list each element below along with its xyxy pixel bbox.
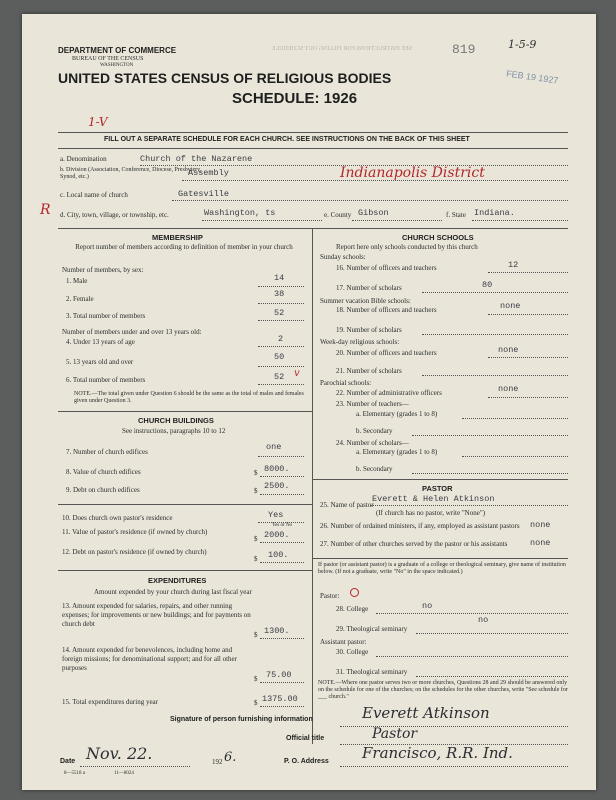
header-rule-bottom <box>58 148 568 149</box>
q29-label: 29. Theological seminary <box>336 625 408 633</box>
q14-dollar: $ <box>254 675 258 683</box>
official-title-label: Official title <box>286 735 325 742</box>
local-name-value: Gatesville <box>178 189 230 199</box>
q23b-line <box>412 435 568 436</box>
denomination-label: a. Denomination <box>60 155 107 163</box>
q31-label: 31. Theological seminary <box>336 668 408 676</box>
city-town-line <box>202 220 322 221</box>
q25-line <box>370 505 568 506</box>
q6-check-mark: v <box>294 368 300 379</box>
q23b-label: b. Secondary <box>356 427 393 435</box>
po-address-label: P. O. Address <box>284 758 329 765</box>
q15-label: 15. Total expenditures during year <box>62 698 158 706</box>
po-address-line <box>340 766 568 767</box>
q21-line <box>422 375 568 376</box>
membership-note: NOTE.—The total given under Question 6 should be the same as the total of males and females given under Question 3. <box>74 391 304 404</box>
year-prefix: 192 <box>212 758 223 766</box>
q1-label: 1. Male <box>66 277 88 285</box>
schedule-number: 819 <box>452 42 476 57</box>
form-subtitle: SCHEDULE: 1926 <box>232 90 358 107</box>
denomination-value: Church of the Nazarene <box>140 154 253 164</box>
q25-value: Everett & Helen Atkinson <box>372 494 495 504</box>
q2-value: 38 <box>274 289 285 299</box>
q19-line <box>422 334 568 335</box>
q9-dollar: $ <box>254 487 258 495</box>
date-label: Date <box>60 758 76 765</box>
membership-subtitle: Report number of members according to definition of member in your church <box>75 243 293 251</box>
q18-line <box>488 314 568 315</box>
q23-label: 23. Number of teachers— <box>336 400 409 408</box>
county-line <box>352 220 442 221</box>
body-top-rule <box>58 228 568 229</box>
buildings-subtitle: See instructions, paragraphs 10 to 12 <box>122 427 226 435</box>
q28-line <box>376 613 568 614</box>
pastor-note: NOTE.—Where one pastor serves two or more churches, Questions 28 and 29 should be answered only on the schedule for one of the churches; on the schedules for the other churches, write "See schedule for ___ church." <box>318 680 568 700</box>
q14-value: 75.00 <box>266 670 292 680</box>
q18-value: none <box>500 301 521 311</box>
local-name-line <box>172 200 568 201</box>
header-rule-top <box>58 132 568 133</box>
q1-value: 14 <box>274 273 285 283</box>
weekday-label: Week-day religious schools: <box>320 338 400 346</box>
county-value: Gibson <box>358 208 389 218</box>
q24b-label: b. Secondary <box>356 465 393 473</box>
q3-label: 3. Total number of members <box>66 312 146 320</box>
q3-line <box>258 320 304 321</box>
buildings-mid-rule <box>58 504 312 505</box>
q1-line <box>258 286 304 287</box>
q24b-line <box>412 473 568 474</box>
official-title-value: Pastor <box>372 726 418 742</box>
year-value: 6. <box>224 750 237 765</box>
q5-line <box>258 366 304 367</box>
city-label: WASHINGTON <box>100 63 134 68</box>
q7-label: 7. Number of church edifices <box>66 448 148 456</box>
sunday-label: Sunday schools: <box>320 253 366 261</box>
q13-label: 13. Amount expended for salaries, repairs, and other running expenses; for improvements or new buildings; and for payments on church debt <box>62 602 251 628</box>
by-sex-label: Number of members, by sex: <box>62 266 144 274</box>
q9-line <box>260 494 304 495</box>
yes-no-hint: Yes or No <box>272 523 293 528</box>
q6-value: 52 <box>274 372 285 382</box>
q12-line <box>260 562 304 563</box>
q25-label: 25. Name of pastor <box>320 501 374 509</box>
q11-label: 11. Value of pastor's residence (if owned by church) <box>62 528 208 536</box>
q9-value: 2500. <box>264 481 290 491</box>
q7-value: one <box>266 442 282 452</box>
census-form-sheet <box>22 14 596 790</box>
date-line <box>80 766 190 767</box>
q17-label: 17. Number of scholars <box>336 284 402 292</box>
expenditures-title: EXPENDITURES <box>148 576 207 585</box>
q2-line <box>258 303 304 304</box>
q18-label: 18. Number of officers and teachers <box>336 306 437 314</box>
q9-label: 9. Debt on church edifices <box>66 486 140 494</box>
buildings-rule <box>58 570 312 571</box>
red-circle-mark <box>350 588 359 597</box>
corner-date: 1-5-9 <box>508 38 537 51</box>
q8-label: 8. Value of church edifices <box>66 468 141 476</box>
q13-dollar: $ <box>254 631 258 639</box>
state-line <box>472 220 568 221</box>
q15-line <box>260 706 304 707</box>
q22-value: none <box>498 384 519 394</box>
buildings-title: CHURCH BUILDINGS <box>138 416 214 425</box>
q12-label: 12. Debt on pastor's residence (if owned by church) <box>62 548 207 556</box>
q16-line <box>488 272 568 273</box>
q22-label: 22. Number of administrative officers <box>336 389 442 397</box>
q2-label: 2. Female <box>66 295 94 303</box>
q7-line <box>258 456 304 457</box>
q4-label: 4. Under 13 years of age <box>66 338 135 346</box>
q10-value: Yes <box>268 510 284 520</box>
membership-title: MEMBERSHIP <box>152 233 203 242</box>
q16-value: 12 <box>508 260 519 270</box>
q20-line <box>488 357 568 358</box>
signature-label: Signature of person furnishing information <box>170 716 313 723</box>
state-label: f. State <box>446 211 466 219</box>
q15-value: 1375.00 <box>262 694 298 704</box>
q21-label: 21. Number of scholars <box>336 367 402 375</box>
county-label: e. County <box>324 211 352 219</box>
local-name-label: c. Local name of church <box>60 191 128 199</box>
q22-line <box>488 397 568 398</box>
schools-subtitle: Report here only schools conducted by this church <box>336 243 478 251</box>
q28-label: 28. College <box>336 605 369 613</box>
q12-dollar: $ <box>254 555 258 563</box>
q17-line <box>422 292 568 293</box>
q11-line <box>260 542 304 543</box>
q11-dollar: $ <box>254 535 258 543</box>
q24a-label: a. Elementary (grades 1 to 8) <box>356 448 438 456</box>
q4-line <box>258 346 304 347</box>
q24-label: 24. Number of scholars— <box>336 439 409 447</box>
date-value: Nov. 22. <box>86 744 153 763</box>
print-number: 11—8024 <box>114 771 134 776</box>
schools-title: CHURCH SCHOOLS <box>402 233 474 242</box>
q3-value: 52 <box>274 308 285 318</box>
q8-value: 8000. <box>264 464 290 474</box>
q28-value: no <box>422 601 433 611</box>
q23a-line <box>462 418 568 419</box>
q26-label: 26. Number of ordained ministers, if any, employed as assistant pastors <box>320 522 520 530</box>
city-town-label: d. City, town, village, or township, etc. <box>60 211 169 219</box>
q14-label: 14. Amount expended for benevolences, including home and foreign missions; for denominational support; and for all other purposes <box>62 646 237 672</box>
q14-line <box>260 682 304 683</box>
q10-label: 10. Does church own pastor's residence <box>62 514 173 522</box>
q26-value: none <box>530 520 551 530</box>
q12-value: 100. <box>268 550 289 560</box>
parochial-label: Parochial schools: <box>320 379 372 387</box>
q6-label: 6. Total number of members <box>66 376 146 384</box>
q23a-label: a. Elementary (grades 1 to 8) <box>356 410 438 418</box>
dept-label: DEPARTMENT OF COMMERCE <box>58 46 177 55</box>
q13-line <box>260 638 304 639</box>
q27-value: none <box>530 538 551 548</box>
schools-rule <box>312 479 568 480</box>
q5-value: 50 <box>274 352 285 362</box>
top-left-mark: 1-V <box>88 115 108 129</box>
age-heading: Number of members under and over 13 years old: <box>62 328 202 336</box>
city-town-value: Washington, ts <box>204 208 276 218</box>
column-divider <box>312 228 313 744</box>
pastor-sub-label: Pastor: <box>320 592 340 600</box>
city-mark: R <box>40 202 51 218</box>
assistant-sub-label: Assistant pastor: <box>320 638 367 646</box>
reversed-bleed-text: SEE INSTRUCTIONS FOR FILLING OUT SCHEDULE <box>272 46 413 52</box>
expenditures-subtitle: Amount expended by your church during last fiscal year <box>94 588 252 596</box>
q5-label: 5. 13 years old and over <box>66 358 134 366</box>
po-address-value: Francisco, R.R. Ind. <box>362 744 513 762</box>
membership-rule <box>58 411 312 412</box>
received-stamp: FEB 19 1927 <box>505 68 559 86</box>
form-title: UNITED STATES CENSUS OF RELIGIOUS BODIES <box>58 70 392 86</box>
q4-value: 2 <box>278 334 284 344</box>
q30-label: 30. College <box>336 648 369 656</box>
graduate-note: If pastor (or assistant pastor) is a graduate of a college or theological seminary, give name of institution below. (If not a graduate, write "No" in the space indicated.) <box>318 562 566 575</box>
form-instruction: FILL OUT A SEPARATE SCHEDULE FOR EACH CHURCH. SEE INSTRUCTIONS ON THE BACK OF THIS SHEET <box>104 136 470 143</box>
pastor-title: PASTOR <box>422 484 453 493</box>
q30-line <box>376 656 568 657</box>
division-value: Assembly <box>188 168 229 178</box>
q8-line <box>260 476 304 477</box>
q20-value: none <box>498 345 519 355</box>
division-handwritten: Indianapolis District <box>340 165 485 181</box>
signature-value: Everett Atkinson <box>362 704 490 722</box>
q19-label: 19. Number of scholars <box>336 326 402 334</box>
q16-label: 16. Number of officers and teachers <box>336 264 437 272</box>
vacation-label: Summer vacation Bible schools: <box>320 297 411 305</box>
division-label: b. Division (Association, Conference, Diocese, Presbytery, Synod, etc.) <box>60 167 202 180</box>
q29-line <box>416 633 568 634</box>
q31-line <box>416 676 568 677</box>
form-number: 8—5518 a <box>64 771 85 776</box>
q15-dollar: $ <box>254 699 258 707</box>
q20-label: 20. Number of officers and teachers <box>336 349 437 357</box>
q8-dollar: $ <box>254 469 258 477</box>
q13-value: 1300. <box>264 626 290 636</box>
q11-value: 2000. <box>264 530 290 540</box>
q27-label: 27. Number of other churches served by the pastor or his assistants <box>320 540 508 548</box>
state-value: Indiana. <box>474 208 515 218</box>
q29-value: no <box>478 615 489 625</box>
q24a-line <box>462 456 568 457</box>
pastor-rule <box>312 558 568 559</box>
q25-note: (If church has no pastor, write "None") <box>376 509 486 517</box>
q17-value: 80 <box>482 280 493 290</box>
bureau-label: BUREAU OF THE CENSUS <box>72 56 144 62</box>
q6-line <box>258 384 304 385</box>
